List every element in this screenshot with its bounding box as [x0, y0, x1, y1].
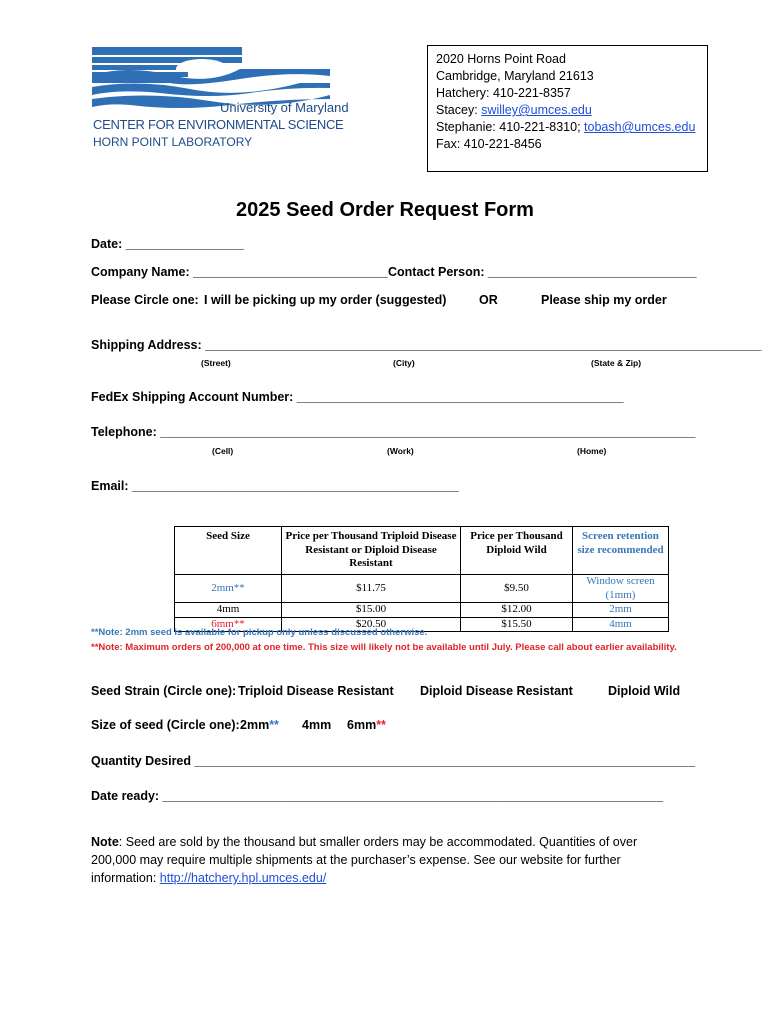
size-6mm-mark: ** — [376, 718, 386, 732]
strain-diploid-resistant-option[interactable]: Diploid Disease Resistant — [420, 684, 573, 698]
size-2mm-mark: ** — [269, 718, 279, 732]
table-row — [175, 603, 669, 618]
fax-number: Fax: 410-221-8456 — [436, 137, 542, 151]
header-screen-retention: Screen retention size recommended — [573, 527, 669, 575]
seed-size-label: Size of seed (Circle one): — [91, 718, 240, 732]
ship-option[interactable]: Please ship my order — [541, 293, 667, 307]
cell-screen-4mm: 2mm — [573, 603, 669, 618]
cell-price-2mm-triploid: $11.75 — [282, 575, 461, 603]
stephanie-contact — [436, 119, 707, 136]
size-2mm-option[interactable] — [240, 718, 279, 732]
stephanie-label: Stephanie: 410-221-8310; — [436, 120, 585, 134]
pickup-option[interactable]: I will be picking up my order (suggested) — [204, 293, 447, 307]
table-row — [175, 575, 669, 603]
logo-center: CENTER FOR ENVIRONMENTAL SCIENCE — [93, 117, 344, 132]
stacey-email-link[interactable]: swilley@umces.edu — [481, 103, 592, 117]
cell-size-2mm: 2mm** — [175, 575, 282, 603]
cell-price-6mm-triploid: $20.50 — [282, 617, 461, 632]
stacey-label: Stacey: — [436, 103, 482, 117]
cell-price-4mm-triploid: $15.00 — [282, 603, 461, 618]
note-6mm: **Note: Maximum orders of 200,000 at one time. This size will likely not be available until July. Please call about earlier availability. — [91, 642, 677, 653]
footer-note-label: Note — [91, 835, 119, 849]
strain-diploid-wild-option[interactable]: Diploid Wild — [608, 684, 681, 698]
date-ready-field[interactable]: Date ready: ________________________________________________________________________ — [91, 789, 664, 803]
header-price-triploid: Price per Thousand Triploid Disease Resistant or Diploid Disease Resistant — [282, 527, 461, 575]
header-seed-size: Seed Size — [175, 527, 282, 575]
fedex-account-field[interactable]: FedEx Shipping Account Number: _______________________________________________ — [91, 390, 624, 404]
cell-screen-2mm: Window screen (1mm) — [573, 575, 669, 603]
cell-price-4mm-wild: $12.00 — [461, 603, 573, 618]
stacey-contact — [436, 102, 707, 119]
stephanie-email-link[interactable]: tobash@umces.edu — [584, 120, 696, 134]
size-6mm-text: 6mm — [347, 718, 377, 732]
form-title: 2025 Seed Order Request Form — [236, 199, 534, 221]
address-line-1: 2020 Horns Point Road — [436, 52, 566, 66]
seed-strain-label: Seed Strain (Circle one): — [91, 684, 237, 698]
cell-caption: (Cell) — [212, 446, 234, 456]
quantity-desired-field[interactable]: Quantity Desired ________________________________________________________________________ — [91, 754, 696, 768]
company-name-field[interactable]: Company Name: ____________________________ — [91, 265, 388, 279]
shipping-address-field[interactable]: Shipping Address: ________________________________________________________________________________ — [91, 338, 762, 352]
city-caption: (City) — [393, 358, 415, 368]
date-field[interactable]: Date: _________________ — [91, 237, 244, 251]
circle-one-label: Please Circle one: — [91, 293, 199, 307]
cell-size-6mm: 6mm** — [175, 617, 282, 632]
or-label: OR — [479, 293, 498, 307]
footer-note-text: : Seed are sold by the thousand but smaller orders may be accommodated. Quantities of over 200,000 may require multiple shipments at the purchaser’s expense. See our website for further information: — [91, 835, 638, 885]
size-6mm-option[interactable] — [347, 718, 386, 732]
hatchery-phone: Hatchery: 410-221-8357 — [436, 86, 571, 100]
email-field[interactable]: Email: _______________________________________________ — [91, 479, 459, 493]
contact-box — [427, 45, 708, 172]
contact-person-field[interactable]: Contact Person: ______________________________ — [388, 265, 697, 279]
home-caption: (Home) — [577, 446, 607, 456]
header-price-diploid-wild: Price per Thousand Diploid Wild — [461, 527, 573, 575]
state-zip-caption: (State & Zip) — [591, 358, 642, 368]
footer-note — [91, 833, 661, 887]
telephone-field[interactable]: Telephone: _____________________________________________________________________________ — [91, 425, 696, 439]
work-caption: (Work) — [387, 446, 414, 456]
address-line-2: Cambridge, Maryland 21613 — [436, 69, 594, 83]
cell-screen-6mm: 4mm — [573, 617, 669, 632]
size-2mm-text: 2mm — [240, 718, 270, 732]
table-header-row — [175, 527, 669, 575]
logo-lab: HORN POINT LABORATORY — [93, 135, 253, 149]
note-2mm: **Note: 2mm seed is available for pickup only unless discussed otherwise. — [91, 627, 428, 638]
cell-price-2mm-wild: $9.50 — [461, 575, 573, 603]
size-4mm-option[interactable]: 4mm — [302, 718, 332, 732]
umces-logo — [90, 45, 349, 155]
logo-university: University of Maryland — [220, 100, 349, 115]
cell-price-6mm-wild: $15.50 — [461, 617, 573, 632]
strain-triploid-option[interactable]: Triploid Disease Resistant — [238, 684, 394, 698]
seed-price-table — [174, 526, 669, 632]
cell-size-4mm: 4mm — [175, 603, 282, 618]
street-caption: (Street) — [201, 358, 231, 368]
hatchery-website-link[interactable]: http://hatchery.hpl.umces.edu/ — [159, 871, 327, 885]
